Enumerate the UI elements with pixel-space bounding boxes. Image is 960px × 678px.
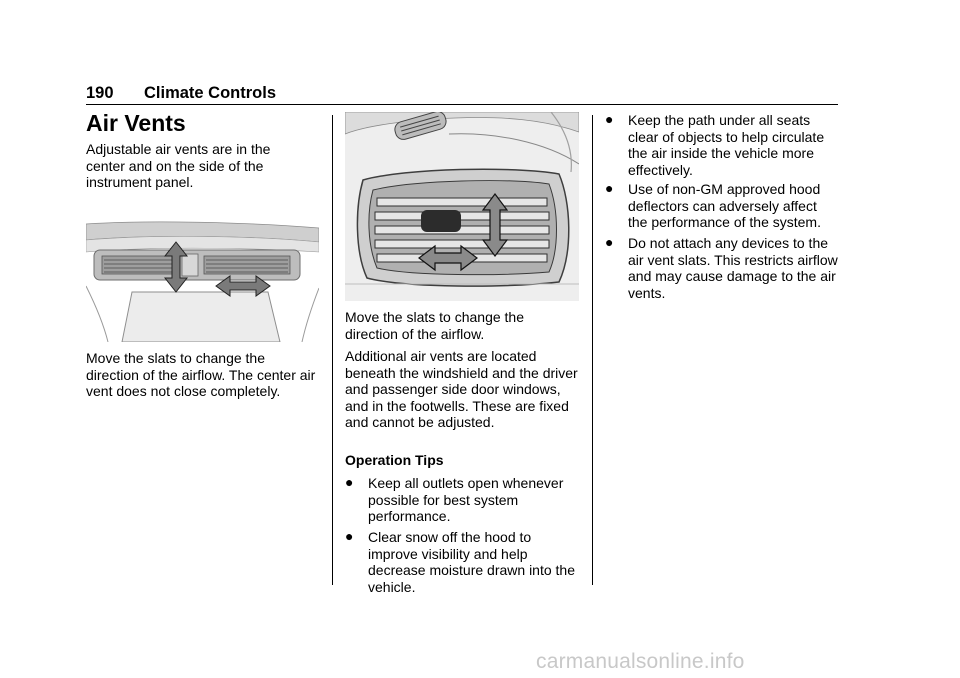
- list-item: [605, 181, 841, 233]
- side-vent-illustration: [345, 112, 579, 301]
- operation-tips-heading: Operation Tips: [345, 452, 444, 468]
- tip-text: Use of non-GM approved hood deflectors can adversely affect the performance of the system.: [628, 181, 821, 230]
- left-figure-caption: Move the slats to change the direction of the airflow. The center air vent does not close completely.: [86, 350, 316, 399]
- bullet-icon: ●: [345, 528, 354, 544]
- column-divider-left: [332, 115, 333, 585]
- bullet-icon: ●: [605, 234, 614, 250]
- intro-paragraph: Adjustable air vents are in the center and on the side of the instrument panel.: [86, 141, 271, 190]
- bullet-icon: ●: [605, 111, 614, 127]
- list-item: [345, 475, 581, 527]
- watermark-text: carmanualsonline.info: [536, 650, 745, 673]
- additional-vents-paragraph: Additional air vents are located beneath the windshield and the driver and passenger side door windows, and in the footwells. These are fixed and cannot be adjusted.: [345, 348, 578, 430]
- tip-text: Do not attach any devices to the air vent slats. This restricts airflow and may cause damage to the air vents.: [628, 235, 838, 301]
- tip-text: Keep the path under all seats clear of objects to help circulate the air inside the vehicle more effectively.: [628, 112, 825, 178]
- page-number: 190: [86, 84, 114, 102]
- middle-figure-caption: Move the slats to change the direction of the airflow.: [345, 309, 524, 342]
- column-divider-right: [592, 115, 593, 585]
- tip-text: Keep all outlets open whenever possible for best system performance.: [368, 475, 564, 524]
- list-item: [605, 235, 841, 303]
- bullet-icon: ●: [605, 180, 614, 196]
- list-item: [345, 528, 581, 595]
- center-vent-illustration: [86, 206, 319, 342]
- tip-text: Clear snow off the hood to improve visibility and help decrease moisture drawn into the vehicle.: [368, 529, 575, 595]
- page-heading: Air Vents: [86, 110, 186, 136]
- list-item: [605, 112, 841, 180]
- section-title: Climate Controls: [144, 84, 277, 102]
- page-header: [86, 82, 838, 105]
- bullet-icon: ●: [345, 474, 354, 490]
